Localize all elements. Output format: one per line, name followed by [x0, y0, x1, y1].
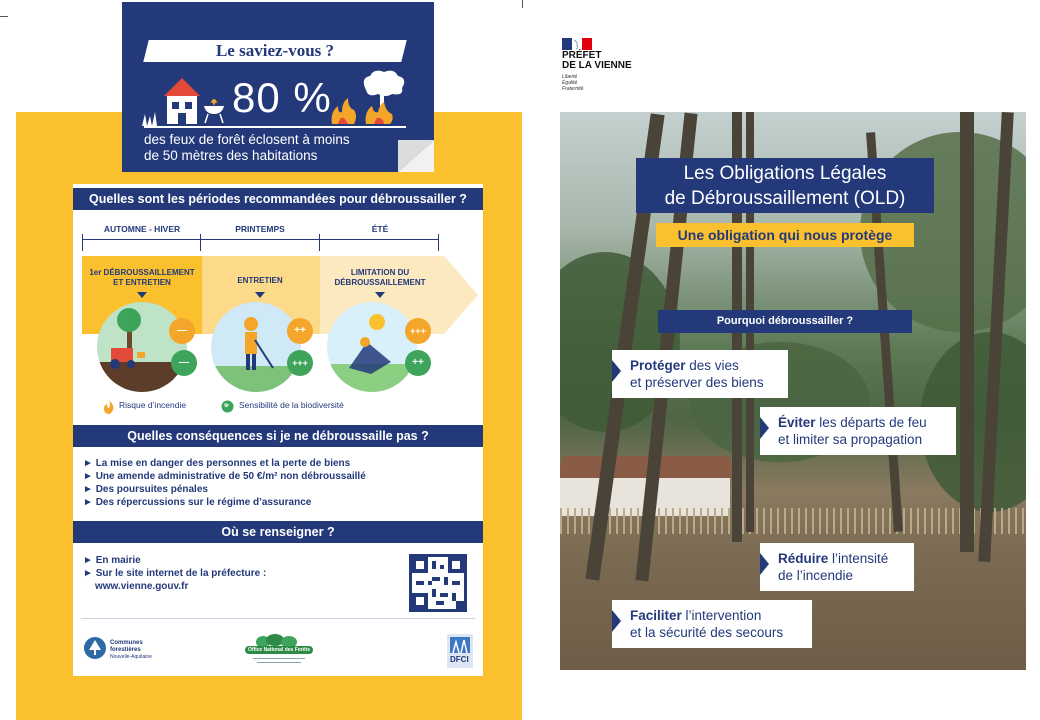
period-label-3: LIMITATION DU DÉBROUSSAILLEMENT — [334, 268, 426, 287]
republic-motto: Liberté Égalité Fraternité — [562, 74, 584, 92]
summer-rest-scene-illustration — [327, 302, 417, 392]
timeline-tick — [319, 234, 320, 251]
list-item: ► En mairie — [83, 555, 141, 566]
arrow-down-icon — [137, 292, 147, 298]
period-label-1: 1er DÉBROUSSAILLEMENT ET ENTRETIEN — [89, 268, 195, 287]
fire-risk-badge: ++ — [287, 318, 313, 344]
fire-icon — [103, 400, 115, 414]
info-list — [83, 554, 266, 593]
republic-marianne-logo — [562, 38, 592, 50]
page-subtitle: Une obligation qui nous protège — [656, 223, 914, 247]
legend-biodiversity: Sensibilité de la biodiversité — [239, 400, 344, 410]
did-you-know-label: Le saviez-vous ? — [143, 40, 406, 62]
timeline-tick — [200, 234, 201, 251]
reason-card-reduce: Réduire l’intensité de l’incendie — [760, 543, 914, 591]
right-page — [524, 0, 1040, 720]
section-title-info: Où se renseigner ? — [73, 521, 483, 543]
hero-divider — [144, 126, 406, 128]
list-item: ► Sur le site internet de la préfecture : — [83, 568, 267, 579]
statistic-percent: 80 % — [232, 74, 332, 121]
consequences-list — [83, 457, 366, 509]
chevron-right-icon — [760, 553, 769, 575]
onf-logo-text: Office National des Forêts — [248, 647, 310, 653]
arrow-down-icon — [255, 292, 265, 298]
crop-mark — [522, 0, 523, 8]
mowing-scene-illustration — [211, 302, 301, 392]
grass-icon — [142, 112, 160, 126]
fence — [560, 508, 1026, 534]
reason-card-avoid: Éviter les départs de feu et limiter sa propagation — [760, 407, 956, 455]
reason-card-protect: Protéger des vies et préserver des biens — [612, 350, 788, 398]
season-spring: PRINTEMPS — [235, 224, 285, 234]
chevron-right-icon — [612, 610, 621, 632]
prefect-title: PRÉFET DE LA VIENNE — [562, 50, 632, 71]
forest-fire-icon — [330, 68, 408, 126]
info-card — [73, 184, 483, 676]
legend-fire-risk: Risque d’incendie — [119, 400, 187, 410]
chevron-right-icon — [612, 360, 621, 382]
tree-trunk — [960, 112, 974, 552]
period-band-arrowhead — [444, 256, 478, 334]
qr-code[interactable] — [409, 554, 467, 612]
house-icon — [162, 76, 202, 126]
timeline-tick — [438, 234, 439, 251]
dfci-logo-text: DFCI — [450, 655, 469, 664]
timeline-axis — [82, 239, 438, 240]
period-label-2: ENTRETIEN — [237, 276, 283, 285]
season-autumn-winter: AUTOMNE - HIVER — [103, 224, 181, 234]
timeline-tick — [82, 234, 83, 251]
fire-risk-badge: — — [169, 318, 195, 344]
crop-mark — [0, 16, 8, 17]
communes-forestieres-logo: Communes forestières Nouvelle-Aquitaine — [110, 640, 152, 660]
clearing-scene-illustration — [97, 302, 187, 392]
footer-divider — [81, 618, 475, 619]
left-page — [16, 0, 522, 720]
communes-forestieres-logo-icon — [83, 636, 107, 660]
list-item: ► Une amende administrative de 50 €/m² non débroussaillé — [83, 471, 366, 482]
prefecture-website-link[interactable]: www.vienne.gouv.fr — [95, 581, 189, 592]
hero-caption: des feux de forêt éclosent à moins de 50 mètres des habitations — [144, 132, 350, 163]
season-summer: ÉTÉ — [371, 224, 389, 234]
barbecue-icon — [202, 94, 226, 124]
section-title-consequences: Quelles conséquences si je ne débroussaille pas ? — [73, 425, 483, 447]
reason-card-facilitate: Faciliter l’intervention et la sécurité des secours — [612, 600, 812, 648]
page-title: Les Obligations Légales de Débroussaillement (OLD) — [636, 158, 934, 213]
biodiversity-badge: +++ — [287, 350, 313, 376]
why-heading: Pourquoi débroussailler ? — [658, 310, 912, 333]
chevron-right-icon — [760, 417, 769, 439]
list-item: ► La mise en danger des personnes et la perte de biens — [83, 458, 351, 469]
list-item: ► Des poursuites pénales — [83, 484, 208, 495]
arrow-down-icon — [375, 292, 385, 298]
section-title-periods: Quelles sont les périodes recommandées pour débroussailler ? — [73, 188, 483, 210]
globe-icon — [221, 400, 234, 413]
list-item: ► Des répercussions sur le régime d’assurance — [83, 497, 312, 508]
fire-risk-badge: +++ — [405, 318, 431, 344]
biodiversity-badge: ++ — [405, 350, 431, 376]
biodiversity-badge: — — [171, 350, 197, 376]
